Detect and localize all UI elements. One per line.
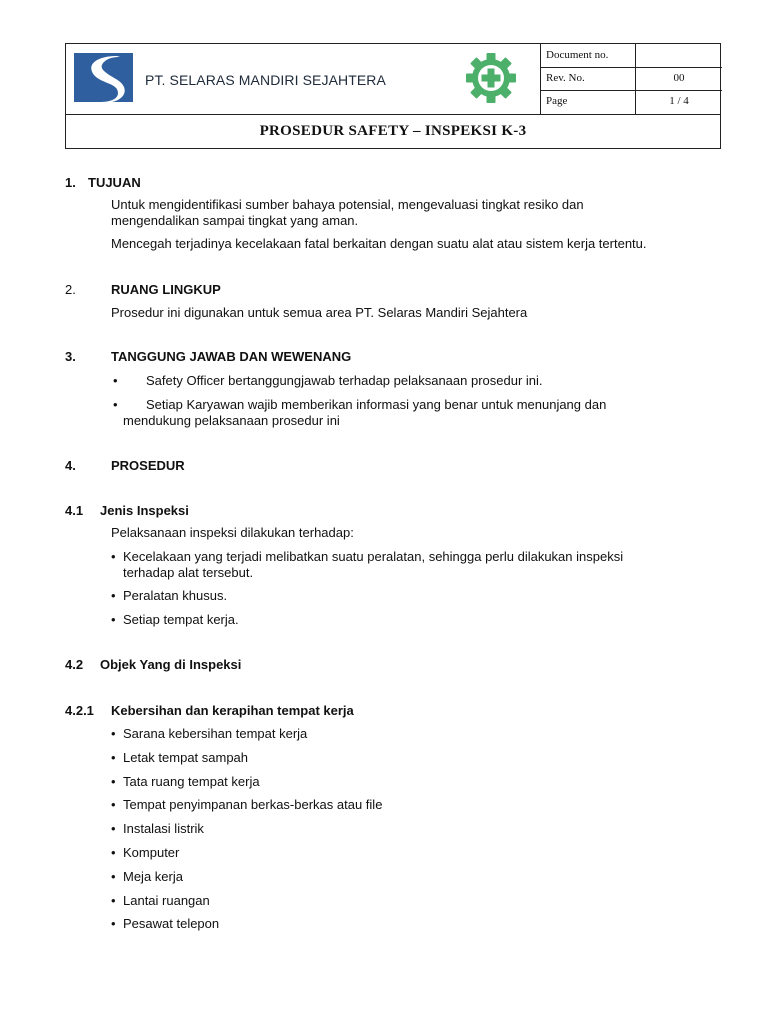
document-title: PROSEDUR SAFETY – INSPEKSI K-3 [259, 123, 527, 139]
section-3-bullet-2-line-1: Setiap Karyawan wajib memberikan informasi yang benar untuk menunjang dan [146, 397, 607, 412]
section-4-1-bullet-1-line-2: terhadap alat tersebut. [123, 565, 254, 580]
section-3-number: 3. [65, 349, 76, 364]
page-label: Page [546, 95, 568, 107]
document-no-label: Document no. [546, 49, 609, 61]
list-item: Meja kerja [123, 869, 183, 884]
list-item: Pesawat telepon [123, 916, 220, 931]
section-4-1-heading: Jenis Inspeksi [100, 503, 189, 518]
section-1-para-1-line-1: Untuk mengidentifikasi sumber bahaya potensial, mengevaluasi tingkat resiko dan [111, 197, 584, 212]
list-item: Lantai ruangan [123, 893, 210, 908]
section-4-1-intro: Pelaksanaan inspeksi dilakukan terhadap: [111, 525, 354, 540]
list-item: Tata ruang tempat kerja [123, 774, 260, 789]
section-4-number: 4. [65, 458, 76, 473]
section-1-heading: TUJUAN [88, 175, 141, 190]
company-logo-icon [74, 53, 133, 102]
list-item: Tempat penyimpanan berkas-berkas atau file [123, 797, 383, 812]
bullet-icon: • [111, 916, 116, 931]
document-meta-table [540, 44, 722, 114]
section-1-para-2: Mencegah terjadinya kecelakaan fatal berkaitan dengan suatu alat atau sistem kerja tertentu. [111, 236, 647, 251]
bullet-icon: • [111, 893, 116, 908]
company-name: PT. SELARAS MANDIRI SEJAHTERA [145, 72, 386, 88]
bullet-icon: • [113, 373, 118, 388]
section-4-2-heading: Objek Yang di Inspeksi [100, 657, 242, 672]
section-3-bullet-1: Safety Officer bertanggungjawab terhadap pelaksanaan prosedur ini. [146, 373, 543, 388]
rev-no-value: 00 [673, 72, 685, 84]
section-1-number: 1. [65, 175, 76, 190]
safety-gear-cross-icon [463, 53, 519, 103]
section-4-1-number: 4.1 [65, 503, 84, 518]
document-header [65, 43, 721, 149]
list-item: Letak tempat sampah [123, 750, 249, 765]
meta-row-rev-no [541, 67, 722, 91]
meta-row-document-no [541, 44, 722, 68]
bullet-icon: • [111, 845, 116, 860]
list-item: Komputer [123, 845, 180, 860]
section-4-1-bullet-2: Peralatan khusus. [123, 588, 228, 603]
section-4-heading: PROSEDUR [111, 458, 185, 473]
section-4-2-1-heading: Kebersihan dan kerapihan tempat kerja [111, 703, 354, 718]
section-1-para-1-line-2: mengendalikan sampai tingkat yang aman. [111, 213, 359, 228]
bullet-icon: • [111, 869, 116, 884]
section-4-1-bullet-3: Setiap tempat kerja. [123, 612, 239, 627]
list-item: Instalasi listrik [123, 821, 204, 836]
bullet-icon: • [111, 588, 116, 603]
bullet-icon: • [111, 549, 116, 564]
section-3-bullet-2-line-2: mendukung pelaksanaan prosedur ini [123, 413, 340, 428]
section-4-2-number: 4.2 [65, 657, 84, 672]
rev-no-label: Rev. No. [546, 72, 585, 84]
bullet-icon: • [111, 797, 116, 812]
section-4-2-1-number: 4.2.1 [65, 703, 94, 718]
bullet-icon: • [111, 612, 116, 627]
bullet-icon: • [111, 774, 116, 789]
section-2-heading: RUANG LINGKUP [111, 282, 221, 297]
header-top-row [66, 44, 720, 115]
section-2-number: 2. [65, 282, 76, 297]
section-4-1-bullet-1-line-1: Kecelakaan yang terjadi melibatkan suatu peralatan, sehingga perlu dilakukan inspeksi [123, 549, 624, 564]
list-item: Sarana kebersihan tempat kerja [123, 726, 308, 741]
bullet-icon: • [111, 726, 116, 741]
section-3-heading: TANGGUNG JAWAB DAN WEWENANG [111, 349, 352, 364]
section-2-para: Prosedur ini digunakan untuk semua area PT. Selaras Mandiri Sejahtera [111, 305, 528, 320]
meta-row-page [541, 90, 722, 114]
bullet-icon: • [111, 750, 116, 765]
page-value: 1 / 4 [669, 95, 689, 107]
bullet-icon: • [111, 821, 116, 836]
bullet-icon: • [113, 397, 118, 412]
